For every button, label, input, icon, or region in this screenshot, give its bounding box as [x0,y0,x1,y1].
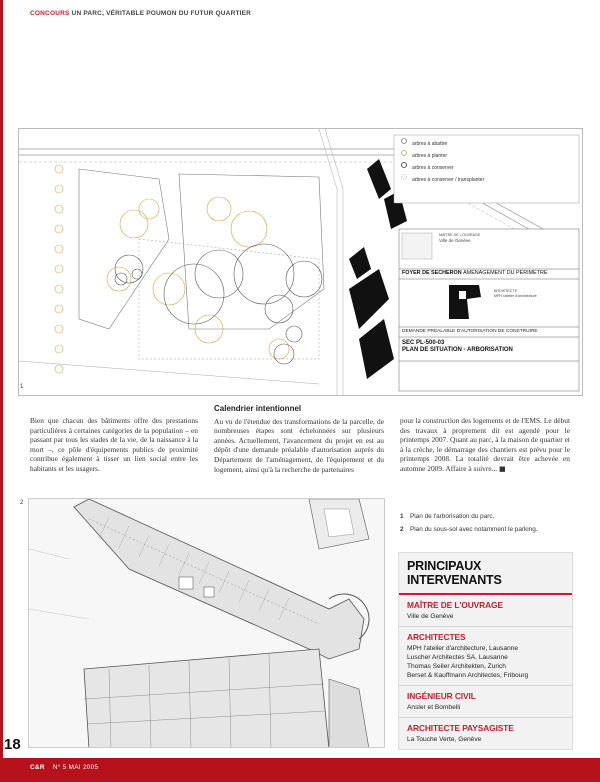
titleblock-project [402,270,547,276]
legend-item: arbres à conserver [412,165,454,171]
article-column-1: Bien que chacun des bâtiments offre des prestations particulières à certaines catégories de la population – en passant par tous les stades de la vie, de la naissance à la mort –, ce pôle d'équipements publics de proximité contribue également à tisser un lien social entre les habitants et les usagers. [30,416,198,473]
owner-value: Ville de Genève [439,238,471,243]
name-line: Berset & Kauffmann Architectes, Fribourg [407,672,529,679]
page-edge-band [0,0,3,782]
figure-site-plan [18,128,583,396]
name-line: Ville de Genève [407,613,454,620]
caption-1 [400,513,580,520]
figure-captions [400,513,580,539]
owner-label: MAÎTRE DE L'OUVRAGE [439,233,481,237]
basement-plan-drawing [29,499,385,748]
caption-number: 1 [400,513,404,520]
site-plan-drawing [19,129,583,396]
figure1-number: 1 [20,384,24,390]
running-header [30,10,251,17]
project-subtitle: AMENAGEMENT DU PERIMETRE [463,270,548,276]
panel-title: PRINCIPAUX INTERVENANTS [399,553,572,595]
plan-legend [412,138,484,186]
header-title: UN PARC, VÉRITABLE POUMON DU FUTUR QUARTIER [71,10,252,17]
footer-band [0,758,600,782]
architect-label: ARCHITECTE [494,289,517,293]
name-line: La Touche Verte, Genève [407,736,482,743]
role-heading: ARCHITECTE PAYSAGISTE [407,723,514,733]
legend-item: arbres à abattre [412,141,448,147]
caption-number: 2 [400,526,404,533]
titleblock-request: DEMANDE PREALABLE D'AUTORISATION DE CONSTRUIRE [402,329,538,334]
titleblock-architect [494,289,537,299]
column-3-text: pour la construction des logements et de l'EMS. Le début des travaux à proprement dit est agendé pour le printemps 2007. Quant au parc, à la maison de quartier et à la crèche, le démarrage des chantiers est prévu pour le printemps 2008. La totalité devrait être achevée en automne 2009. Affaire à suivre... [400,416,570,473]
footer-issue: N° 5 MAI 2005 [52,764,99,771]
figure-basement-plan [28,498,385,748]
subheading: Calendrier intentionnel [214,404,302,413]
name-line: Luscher Architectes SA, Lausanne [407,654,508,661]
role-heading: MAÎTRE DE L'OUVRAGE [407,600,503,610]
end-mark: ■ [499,464,506,473]
project-name: FOYER DE SECHERON [402,270,462,276]
header-keyword: CONCOURS [30,10,70,17]
footer-text [30,764,98,771]
section-civil-engineer [399,686,572,718]
architect-value: MPH l'atelier d'architecture [494,294,537,298]
name-line: Thomas Seiler Architekten, Zurich [407,663,506,670]
plan-title: PLAN DE SITUATION - ARBORISATION [402,347,513,353]
caption-2 [400,526,580,533]
section-landscape-architect [399,718,572,749]
legend-item: arbres à planter [412,153,448,159]
role-heading: INGÉNIEUR CIVIL [407,691,476,701]
titleblock-plan [402,340,513,354]
titleblock-owner [439,233,480,243]
plan-code: SEC PL-500-03 [402,340,445,346]
section-owner [399,595,572,627]
column-2-text: Au vu de l'étendue des transformations de la parcelle, de nombreuses étapes sont échelonnées sur plusieurs années. Actuellement, l'avancement du projet en est au dépôt d'une demande préalable d'autorisation auprès du Département de l'aménagement, de l'équipement et du logement, ainsi qu'à la recherche de partenaires [214,416,384,474]
caption-text: Plan de l'arborisation du parc. [410,513,495,520]
section-architects [399,627,572,686]
figure2-number: 2 [20,500,24,506]
legend-item: arbres à conserver / transplanter [412,177,485,183]
contributors-panel [398,552,573,750]
article-column-3 [400,416,570,475]
name-line: Ansler et Bombelli [407,704,461,711]
role-heading: ARCHITECTES [407,632,466,642]
page-number: 18 [4,736,21,753]
article-column-2 [214,404,384,474]
caption-text: Plan du sous-sol avec notamment le parking. [410,526,538,533]
name-line: MPH l'atelier d'architecture, Lausanne [407,645,519,652]
footer-brand: C&R [30,764,45,771]
